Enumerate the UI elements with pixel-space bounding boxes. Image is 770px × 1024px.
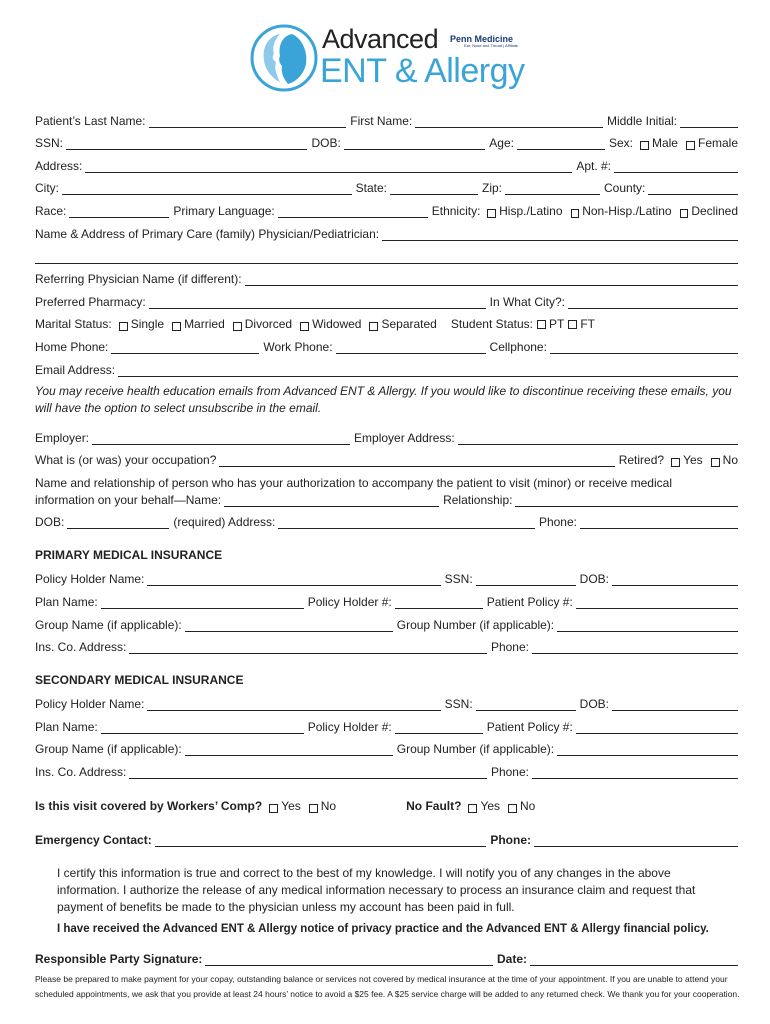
auth-dob-field[interactable] — [67, 517, 169, 529]
no-fault-label: No Fault? — [406, 799, 462, 813]
auth-phone-label: Phone: — [538, 515, 577, 529]
wc-no-label: No — [320, 799, 337, 813]
widowed-checkbox[interactable] — [300, 322, 309, 331]
apt-field[interactable] — [614, 161, 738, 173]
secondary-holder-label: Policy Holder Name: — [35, 697, 145, 711]
secondary-co-address-field[interactable] — [129, 767, 487, 779]
employer-row — [35, 429, 738, 445]
address-label: Address: — [35, 159, 83, 173]
zip-field[interactable] — [505, 183, 600, 195]
primary-co-row — [35, 638, 738, 654]
male-label: Male — [651, 136, 678, 150]
nofault-yes-checkbox[interactable] — [468, 804, 477, 813]
pcp-field-2[interactable] — [35, 252, 738, 264]
address-row — [35, 157, 738, 173]
work-phone-field[interactable] — [336, 342, 486, 354]
ft-label: FT — [580, 317, 595, 331]
cellphone-label: Cellphone: — [489, 340, 547, 354]
primary-ssn-field[interactable] — [476, 574, 576, 586]
primary-insurance-heading: PRIMARY MEDICAL INSURANCE — [35, 548, 223, 562]
primary-ssn-label: SSN: — [444, 572, 473, 586]
secondary-co-address-label: Ins. Co. Address: — [35, 765, 127, 779]
single-checkbox[interactable] — [119, 322, 128, 331]
secondary-co-phone-field[interactable] — [532, 767, 738, 779]
workers-comp-label: Is this visit covered by Workers’ Comp? — [35, 799, 263, 813]
emergency-phone-label: Phone: — [490, 833, 531, 847]
primary-group-no-field[interactable] — [557, 620, 738, 632]
single-label: Single — [130, 317, 165, 331]
secondary-ssn-label: SSN: — [444, 697, 473, 711]
widowed-label: Widowed — [312, 317, 362, 331]
marital-row — [35, 315, 738, 331]
secondary-co-phone-label: Phone: — [490, 765, 529, 779]
secondary-patient-policy-label: Patient Policy #: — [486, 720, 573, 734]
student-label: Student Status: — [450, 317, 533, 331]
primary-patient-policy-label: Patient Policy #: — [486, 595, 573, 609]
age-label: Age: — [489, 136, 514, 150]
dob-field[interactable] — [344, 138, 485, 150]
secondary-holder-no-field[interactable] — [395, 722, 483, 734]
secondary-dob-field[interactable] — [612, 699, 738, 711]
race-label: Race: — [35, 204, 67, 218]
occupation-field[interactable] — [219, 455, 614, 467]
auth-name-label: information on your behalf—Name: — [35, 493, 222, 507]
primary-co-address-field[interactable] — [129, 642, 487, 654]
marital-label: Marital Status: — [35, 317, 112, 331]
nofault-no-checkbox[interactable] — [508, 804, 517, 813]
retired-yes-checkbox[interactable] — [671, 458, 680, 467]
pharmacy-label: Preferred Pharmacy: — [35, 295, 146, 309]
ssn-field[interactable] — [66, 138, 307, 150]
privacy-acknowledgement: I have received the Advanced ENT & Allergy notice of privacy practice and the Advanced ENT & Allergy financial policy. — [57, 923, 709, 935]
separated-label: Separated — [381, 317, 437, 331]
retired-no-label: No — [722, 453, 738, 467]
ethnicity-label: Ethnicity: — [431, 204, 481, 218]
primary-holder-no-label: Policy Holder #: — [307, 595, 392, 609]
primary-holder-label: Policy Holder Name: — [35, 572, 145, 586]
primary-holder-row — [35, 570, 738, 586]
middle-initial-label: Middle Initial: — [606, 114, 677, 128]
secondary-plan-label: Plan Name: — [35, 720, 98, 734]
secondary-group-field[interactable] — [185, 744, 393, 756]
employer-field[interactable] — [92, 433, 350, 445]
pt-checkbox[interactable] — [537, 320, 546, 329]
secondary-group-label: Group Name (if applicable): — [35, 742, 182, 756]
primary-group-field[interactable] — [185, 620, 393, 632]
occupation-label: What is (or was) your occupation? — [35, 453, 217, 467]
city-label: City: — [35, 181, 59, 195]
pharmacy-field[interactable] — [149, 297, 486, 309]
referring-label: Referring Physician Name (if different): — [35, 272, 242, 286]
emergency-field[interactable] — [155, 835, 487, 847]
primary-group-label: Group Name (if applicable): — [35, 618, 182, 632]
ssn-label: SSN: — [35, 136, 64, 150]
secondary-group-row — [35, 740, 738, 756]
profile-heads-icon — [250, 24, 318, 92]
cellphone-field[interactable] — [550, 342, 738, 354]
nonhisp-checkbox[interactable] — [571, 209, 580, 218]
primary-group-no-label: Group Number (if applicable): — [396, 618, 555, 632]
hisp-checkbox[interactable] — [487, 209, 496, 218]
secondary-plan-row — [35, 718, 738, 734]
married-label: Married — [184, 317, 225, 331]
primary-patient-policy-field[interactable] — [576, 597, 738, 609]
secondary-co-row — [35, 763, 738, 779]
state-field[interactable] — [390, 183, 478, 195]
email-field[interactable] — [118, 365, 738, 377]
retired-label: Retired? — [618, 453, 665, 467]
secondary-group-no-field[interactable] — [557, 744, 738, 756]
primary-co-phone-label: Phone: — [490, 640, 529, 654]
sex-label: Sex: — [608, 136, 633, 150]
county-field[interactable] — [648, 183, 738, 195]
relationship-label: Relationship: — [443, 493, 513, 507]
wc-yes-label: Yes — [281, 799, 301, 813]
occupation-row — [35, 451, 738, 467]
pcp-row — [35, 225, 738, 241]
age-field[interactable] — [517, 138, 605, 150]
hisp-label: Hisp./Latino — [499, 204, 563, 218]
primary-plan-row — [35, 593, 738, 609]
city-row — [35, 179, 738, 195]
auth-phone-field[interactable] — [580, 517, 738, 529]
email-label: Email Address: — [35, 363, 116, 377]
primary-group-row — [35, 616, 738, 632]
auth-row-2 — [35, 491, 738, 507]
declined-label: Declined — [691, 204, 739, 218]
declined-checkbox[interactable] — [680, 209, 689, 218]
phone-row — [35, 338, 738, 354]
ft-checkbox[interactable] — [568, 320, 577, 329]
emergency-label: Emergency Contact: — [35, 833, 152, 847]
auth-dob-row — [35, 513, 738, 529]
middle-initial-field[interactable] — [680, 116, 738, 128]
language-label: Primary Language: — [173, 204, 275, 218]
name-row — [35, 112, 738, 128]
county-label: County: — [604, 181, 646, 195]
secondary-insurance-heading: SECONDARY MEDICAL INSURANCE — [35, 673, 244, 687]
primary-co-phone-field[interactable] — [532, 642, 738, 654]
pt-label: PT — [548, 317, 565, 331]
primary-dob-label: DOB: — [579, 572, 609, 586]
pcp-label: Name & Address of Primary Care (family) Physician/Pediatrician: — [35, 227, 380, 241]
zip-label: Zip: — [482, 181, 503, 195]
what-city-label: In What City?: — [489, 295, 565, 309]
what-city-field[interactable] — [568, 297, 738, 309]
secondary-patient-policy-field[interactable] — [576, 722, 738, 734]
date-field[interactable] — [530, 954, 738, 966]
email-note: You may receive health education emails from Advanced ENT & Allergy. If you would like to discontinue receiving these emails, you will have the option to select unsubscribe in the email. — [35, 384, 732, 415]
home-phone-field[interactable] — [111, 342, 259, 354]
email-row — [35, 361, 738, 377]
wc-yes-checkbox[interactable] — [269, 804, 278, 813]
wc-no-checkbox[interactable] — [309, 804, 318, 813]
secondary-dob-label: DOB: — [579, 697, 609, 711]
state-label: State: — [355, 181, 387, 195]
last-name-field[interactable] — [149, 116, 347, 128]
emergency-phone-field[interactable] — [534, 835, 738, 847]
primary-plan-field[interactable] — [101, 597, 304, 609]
home-phone-label: Home Phone: — [35, 340, 109, 354]
partner-sub: Ear, Nose and Throat | Affiliate — [464, 43, 519, 48]
female-checkbox[interactable] — [686, 141, 695, 150]
practice-logo — [250, 22, 540, 98]
workers-comp-row — [35, 797, 738, 813]
separated-checkbox[interactable] — [369, 322, 378, 331]
nonhisp-label: Non-Hisp./Latino — [582, 204, 672, 218]
signature-row — [35, 950, 738, 966]
secondary-plan-field[interactable] — [101, 722, 304, 734]
auth-dob-label: DOB: — [35, 515, 65, 529]
last-name-label: Patient’s Last Name: — [35, 114, 146, 128]
primary-holder-no-field[interactable] — [395, 597, 483, 609]
primary-plan-label: Plan Name: — [35, 595, 98, 609]
payment-policy-text: Please be prepared to make payment for your copay, outstanding balance or services not covered by medical insurance at the time of your appointment. If you are unable to attend your scheduled appointments, we ask that you provide at least 24 hours’ notice to avoid a $25 fee. A $25 service charge will be added to any returned check. We thank you for your cooperation. — [35, 974, 740, 999]
req-address-label: (required) Address: — [173, 515, 276, 529]
pharmacy-row — [35, 293, 738, 309]
apt-label: Apt. #: — [576, 159, 611, 173]
secondary-holder-field[interactable] — [147, 699, 440, 711]
retired-yes-label: Yes — [683, 453, 703, 467]
language-field[interactable] — [278, 206, 428, 218]
divorced-label: Divorced — [244, 317, 293, 331]
male-checkbox[interactable] — [640, 141, 649, 150]
referring-field[interactable] — [245, 274, 738, 286]
pcp-field[interactable] — [382, 229, 738, 241]
married-checkbox[interactable] — [172, 322, 181, 331]
city-field[interactable] — [62, 183, 352, 195]
referring-row — [35, 270, 738, 286]
primary-dob-field[interactable] — [612, 574, 738, 586]
nofault-yes-label: Yes — [480, 799, 501, 813]
auth-name-field[interactable] — [224, 495, 439, 507]
employer-address-label: Employer Address: — [354, 431, 455, 445]
relationship-field[interactable] — [515, 495, 738, 507]
logo-line1: Advanced — [322, 24, 439, 54]
nofault-no-label: No — [520, 799, 536, 813]
partner-logo: Penn Medicine — [450, 34, 514, 44]
primary-co-address-label: Ins. Co. Address: — [35, 640, 127, 654]
signature-field[interactable] — [205, 954, 493, 966]
req-address-field[interactable] — [278, 517, 535, 529]
auth-row-1 — [35, 474, 738, 490]
employer-address-field[interactable] — [458, 433, 738, 445]
secondary-holder-row — [35, 695, 738, 711]
emergency-row — [35, 831, 738, 847]
female-label: Female — [697, 136, 738, 150]
auth-text-1: Name and relationship of person who has your authorization to accompany the patient to visit (minor) or receive medical — [35, 476, 672, 490]
primary-holder-field[interactable] — [147, 574, 440, 586]
signature-label: Responsible Party Signature: — [35, 952, 203, 966]
secondary-group-no-label: Group Number (if applicable): — [396, 742, 555, 756]
ssn-row — [35, 134, 738, 150]
student-group — [451, 317, 598, 331]
certify-text: I certify this information is true and correct to the best of my knowledge. I will notify you of any changes in the above information. I authorize the release of any medical information necessary to process an insurance claim and request that payment of benefits be made to the physician unless my account has been paid in full. — [57, 866, 696, 914]
dob-label: DOB: — [311, 136, 341, 150]
first-name-field[interactable] — [415, 116, 603, 128]
address-field[interactable] — [85, 161, 572, 173]
work-phone-label: Work Phone: — [263, 340, 333, 354]
divorced-checkbox[interactable] — [233, 322, 242, 331]
pcp-row-2 — [35, 248, 738, 264]
secondary-holder-no-label: Policy Holder #: — [307, 720, 392, 734]
race-field[interactable] — [69, 206, 169, 218]
logo-line2: ENT & Allergy — [320, 52, 525, 90]
secondary-ssn-field[interactable] — [476, 699, 576, 711]
date-label: Date: — [496, 952, 527, 966]
first-name-label: First Name: — [350, 114, 413, 128]
employer-label: Employer: — [35, 431, 90, 445]
race-row — [35, 202, 738, 218]
retired-no-checkbox[interactable] — [711, 458, 720, 467]
